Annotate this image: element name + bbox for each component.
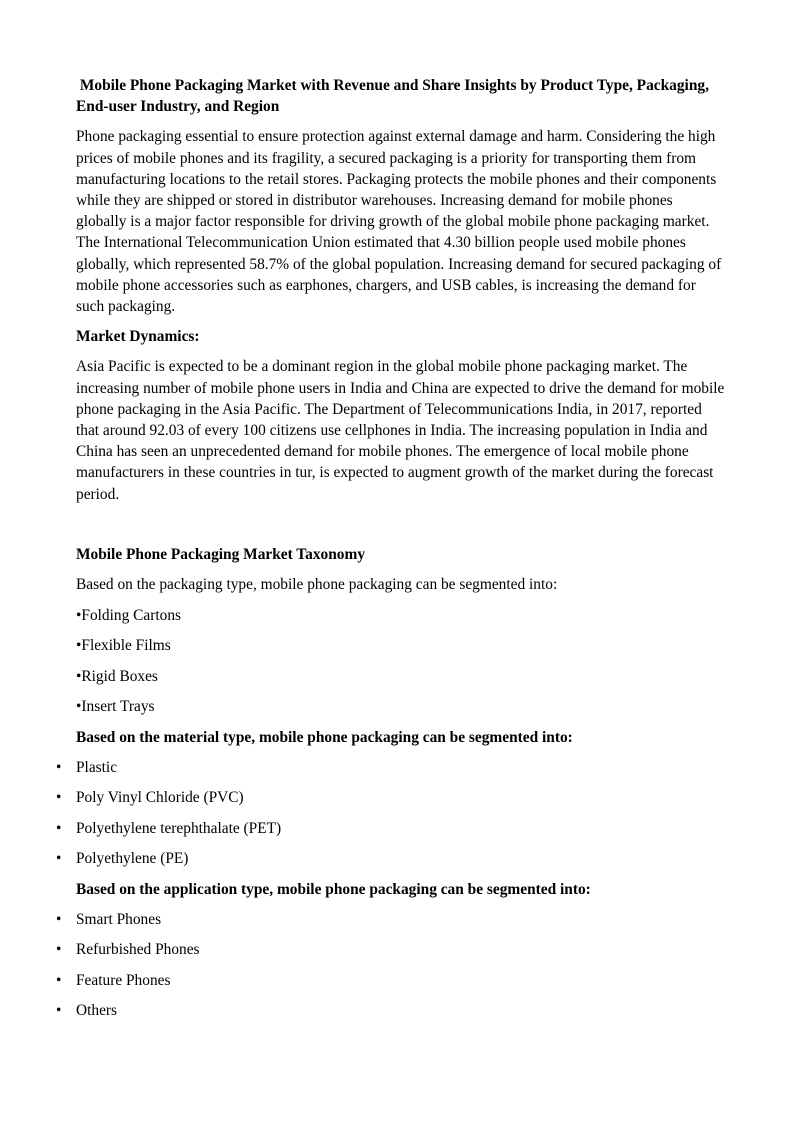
list-item-label: Refurbished Phones	[76, 941, 200, 959]
list-item	[56, 848, 726, 869]
list-item	[56, 757, 726, 778]
market-dynamics-paragraph: Asia Pacific is expected to be a dominant region in the global mobile phone packaging market. The increasing number of mobile phone users in India and China are expected to drive the demand for mobile phone packaging in the Asia Pacific. The Department of Telecommunications India, in 2017, reported that around 92.03 of every 100 citizens use cellphones in India. The increasing population in India and China has seen an unprecedented demand for mobile phones. The emergence of local mobile phone manufacturers in these countries in tur, is expected to augment growth of the market during the forecast period.	[76, 358, 725, 503]
list-item	[56, 1000, 726, 1021]
list-item-label: Poly Vinyl Chloride (PVC)	[76, 789, 244, 807]
list-item	[56, 939, 726, 960]
list-item-label: Plastic	[76, 758, 118, 776]
document-title: Mobile Phone Packaging Market with Revenue and Share Insights by Product Type, Packaging, End-user Industry, and Region	[76, 77, 713, 116]
list-item	[56, 787, 726, 808]
list-item-label: Feature Phones	[76, 971, 171, 989]
material-type-heading: Based on the material type, mobile phone packaging can be segmented into:	[76, 728, 573, 746]
application-type-list	[56, 909, 726, 1022]
bullet-icon: •	[56, 850, 62, 868]
packaging-item-flexible-films: •Flexible Films	[76, 637, 171, 655]
list-item	[56, 818, 726, 839]
taxonomy-heading: Mobile Phone Packaging Market Taxonomy	[76, 545, 366, 563]
bullet-icon: •	[56, 971, 62, 989]
bullet-icon: •	[56, 910, 62, 928]
application-type-heading: Based on the application type, mobile phone packaging can be segmented into:	[76, 880, 591, 898]
document-page	[56, 75, 726, 1031]
bullet-icon: •	[56, 1002, 62, 1020]
packaging-item-rigid-boxes: •Rigid Boxes	[76, 667, 158, 685]
list-item-label: Polyethylene (PE)	[76, 850, 189, 868]
list-item	[56, 909, 726, 930]
bullet-icon: •	[56, 941, 62, 959]
list-item-label: Others	[76, 1002, 118, 1020]
market-dynamics-heading: Market Dynamics:	[76, 328, 200, 346]
list-item-label: Polyethylene terephthalate (PET)	[76, 819, 282, 837]
packaging-type-intro: Based on the packaging type, mobile phone packaging can be segmented into:	[76, 576, 558, 594]
packaging-item-folding-cartons: •Folding Cartons	[76, 606, 182, 624]
list-item	[56, 970, 726, 991]
bullet-icon: •	[56, 789, 62, 807]
intro-paragraph: Phone packaging essential to ensure protection against external damage and harm. Considering the high prices of mobile phones and its fragility, a secured packaging is a priority for transporting them from manufacturing locations to the retail stores. Packaging protects the mobile phones and their components while they are shipped or stored in distributor warehouses. Increasing demand for mobile phones globally is a major factor responsible for driving growth of the global mobile phone packaging market. The International Telecommunication Union estimated that 4.30 billion people used mobile phones globally, which represented 58.7% of the global population. Increasing demand for secured packaging of mobile phone accessories such as earphones, chargers, and USB cables, is increasing the demand for such packaging.	[76, 128, 722, 316]
bullet-icon: •	[56, 819, 62, 837]
list-item-label: Smart Phones	[76, 910, 162, 928]
material-type-list	[56, 757, 726, 870]
packaging-item-insert-trays: •Insert Trays	[76, 698, 155, 716]
section-spacer	[76, 514, 726, 544]
bullet-icon: •	[56, 758, 62, 776]
